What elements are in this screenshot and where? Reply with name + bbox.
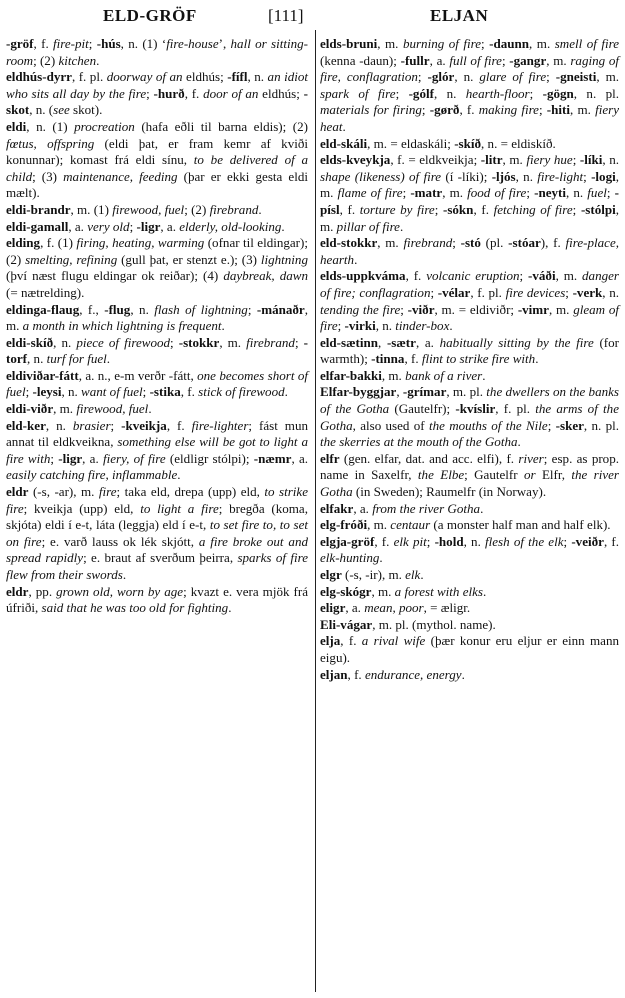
dictionary-entry: elds-uppkváma, f. volcanic eruption; -váði, m. danger of fire; conflagration; -vélar, f. pl. fire devices; -verk, n. tending the fire; -viðr, m. = eldiviðr; -vimr, m. gleam of fire; -virki, n. tinder-box. bbox=[320, 268, 619, 334]
left-column bbox=[6, 36, 308, 617]
dictionary-entry: eldi-gamall, a. very old; -ligr, a. elderly, old-looking. bbox=[6, 218, 285, 234]
dictionary-entry: elfakr, a. from the river Gotha. bbox=[320, 500, 484, 516]
dictionary-entry: elja, f. a rival wife (þær konur eru eljur er einn mann eigu). bbox=[320, 633, 619, 665]
dictionary-entry: eldinga-flaug, f., -flug, n. flash of lightning; -mánaðr, m. a month in which lightning is frequent. bbox=[6, 301, 308, 334]
dictionary-entry: eldi-skíð, n. piece of firewood; -stokkr, m. firebrand; -torf, n. turf for fuel. bbox=[6, 334, 309, 367]
dictionary-entry: eldhús-dyrr, f. pl. doorway of an eldhús; -fífl, n. an idiot who sits all day by the fire; -hurð, f. door of an eldhús; -skot, n. (see skot). bbox=[6, 69, 309, 118]
dictionary-entry: Elfar-byggjar, -grímar, m. pl. the dwellers on the banks of the Gotha (Gautelfr); -kvíslir, f. pl. the arms of the Gotha, also used of the mouths of the Nile; -sker, n. pl. the skerries at the mouth of the Gotha. bbox=[320, 384, 620, 450]
dictionary-entry: elg-skógr, m. a forest with elks. bbox=[320, 583, 487, 599]
dictionary-entry: eldi, n. (1) procreation (hafa eðli til barna eldis); (2) fœtus, offspring (eldi þat, er fram kemr af kviði konunnar); komast frá eldi sínu, to be delivered of a child; (3) maintenance, feeding (þar er ekki gesta eldi mælt). bbox=[6, 118, 309, 201]
dictionary-entry: eld-stokkr, m. firebrand; -stó (pl. -stóar), f. fire-place, hearth. bbox=[320, 235, 619, 267]
dictionary-entry: elds-kveykja, f. = eldkveikja; -litr, m. fiery hue; -líki, n. shape (likeness) of fire (í -líki); -ljós, n. fire-light; -logi, m. flame of fire; -matr, m. food of fire; -neyti, n. fuel; -písl, f. torture by fire; -sókn, f. fetching of fire; -stólpi, m. pillar of fire. bbox=[320, 152, 619, 234]
dictionary-entry: eldiviðar-fátt, a. n., e-m verðr -fátt, one becomes short of fuel; -leysi, n. want of fuel; -stika, f. stick of firewood. bbox=[6, 367, 308, 400]
dictionary-entry: eld-skáli, m. = eldaskáli; -skíð, n. = eldiskíð. bbox=[320, 135, 556, 151]
dictionary-entry: elgr (-s, -ir), m. elk. bbox=[320, 567, 424, 582]
dictionary-entry: eldi-brandr, m. (1) firewood, fuel; (2) firebrand. bbox=[6, 201, 262, 217]
dictionary-entry: elg-fróði, m. centaur (a monster half man and half elk). bbox=[320, 517, 611, 533]
running-head-left: ELD-GRÖF bbox=[103, 6, 197, 25]
running-head-right: ELJAN bbox=[430, 6, 489, 25]
dictionary-entry: elfr (gen. elfar, dat. and acc. elfi), f. river; esp. as prop. name in Saxelfr, the Elbe; Gautelfr or Elfr, the river Gotha (in Sweden); Raumelfr (in Norway). bbox=[320, 450, 620, 500]
dictionary-entry: eld-ker, n. brasier; -kveikja, f. fire-lighter; fást mun annat til eldkveikna, something else will be got to light a fire with; -ligr, a. fiery, of fire (eldligr stólpi); -næmr, a. easily catching fire, inflammable. bbox=[6, 417, 309, 483]
dictionary-entry: elfar-bakki, m. bank of a river. bbox=[320, 367, 486, 383]
dictionary-entry: elding, f. (1) firing, heating, warming (ofnar til eldingar); (2) smelting, refining (gull þat, er stenzt e.); (3) lightning (því næst flugu eldingar ok reiðar); (4) daybreak, dawn (= nætrelding). bbox=[6, 235, 309, 300]
dictionary-entry: -gröf, f. fire-pit; -hús, n. (1) ‘fire-house’, hall or sitting-room; (2) kitchen. bbox=[6, 36, 309, 68]
dictionary-entry: Eli-vágar, m. pl. (mythol. name). bbox=[320, 616, 496, 632]
page-number: [111] bbox=[268, 6, 304, 25]
dictionary-entry: eligr, a. mean, poor, = æligr. bbox=[320, 600, 471, 616]
dictionary-entry: eldi-viðr, m. firewood, fuel. bbox=[6, 401, 152, 417]
right-column bbox=[320, 36, 619, 683]
dictionary-entry: eldr, pp. grown old, worn by age; kvazt e. vera mjök frá úfriði, said that he was too old for fighting. bbox=[6, 583, 309, 616]
page-header bbox=[0, 6, 625, 30]
dictionary-entry: eldr (-s, -ar), m. fire; taka eld, drepa (upp) eld, to strike fire; kveikja (upp) eld, to light a fire; bregða (koma, skjóta) eldi í e-t, láta (leggja) eld í e-t, to set fire to, to set on fire; e. varð lauss ok lék skjótt, a fire broke out and spread rapidly; e. braut af sverðum þeirra, sparks of fire flew from their swords. bbox=[6, 484, 308, 582]
dictionary-entry: eljan, f. endurance, energy. bbox=[320, 666, 465, 682]
dictionary-entry: eld-sætinn, -sætr, a. habitually sitting by the fire (for warmth); -tinna, f. flint to strike fire with. bbox=[320, 334, 620, 367]
dictionary-entry: elgja-gröf, f. elk pit; -hold, n. flesh of the elk; -veiðr, f. elk-hunting. bbox=[320, 533, 619, 566]
dictionary-entry: elds-bruni, m. burning of fire; -daunn, m. smell of fire (kenna -daun); -fullr, a. full of fire; -gangr, m. raging of fire, conflagration; -glór, n. glare of fire; -gneisti, m. spark of fire; -gólf, n. hearth-floor; -gögn, n. pl. materials for firing; -gørð, f. making fire; -hiti, m. fiery heat. bbox=[320, 36, 619, 134]
column-divider bbox=[315, 30, 316, 992]
